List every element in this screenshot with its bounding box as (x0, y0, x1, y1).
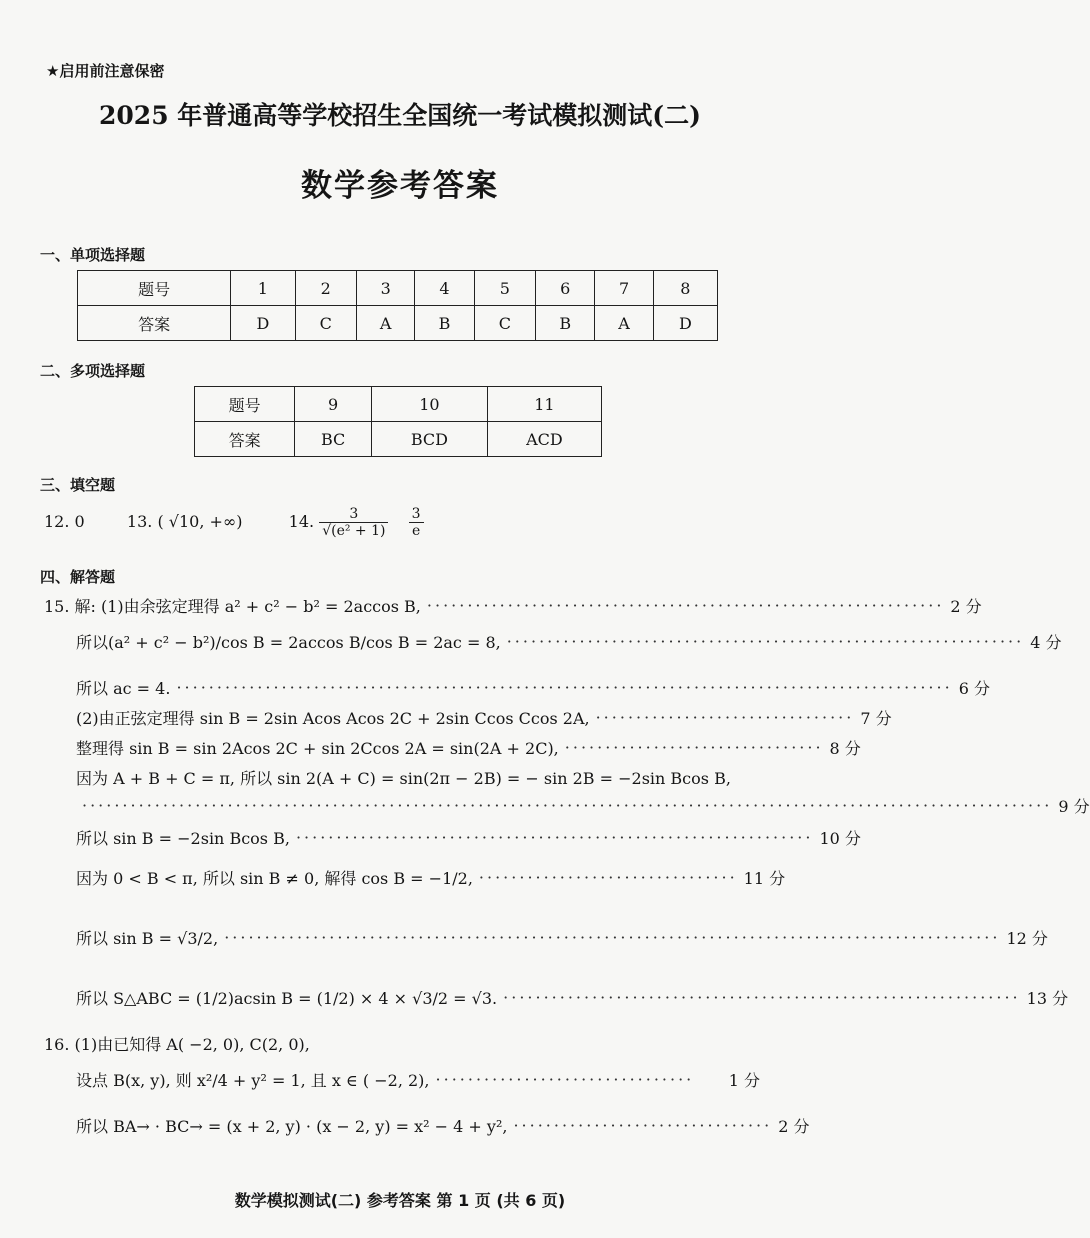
answer-q14-fraction-1: $\frac{3}{\text{√(e² + 1)}}$ (319, 506, 388, 539)
solution-line: ························································································································ 9 分 (82, 796, 1090, 816)
table-cell: 2 (295, 271, 357, 306)
table-cell: A (595, 306, 653, 341)
table-cell: 5 (474, 271, 536, 306)
answer-q13: 13. ( √10, +∞) (126, 512, 243, 531)
solution-line: 因为 A + B + C = π, 所以 sin 2(A + C) = sin(2π − 2B) = − sin 2B = −2sin Bcos B, (76, 769, 731, 788)
table-cell: 4 (415, 271, 474, 306)
score-label: 7 分 (860, 709, 892, 728)
table-cell: 9 (295, 387, 372, 422)
table-row (195, 387, 602, 422)
solution-line: 所以(a² + c² − b²)/cos B = 2accos B/cos B = 2ac = 8, ································································ 4 分 (76, 632, 1062, 652)
fill-blank-answers (44, 506, 424, 539)
section-single-choice-title: 一、单项选择题 (40, 246, 146, 264)
table-cell: BC (295, 422, 372, 457)
answer-q14-label: 14. (288, 512, 315, 531)
score-label: 12 分 (1006, 929, 1048, 948)
table-cell: 3 (357, 271, 415, 306)
table-cell: 1 (231, 271, 295, 306)
solution-line: (2)由正弦定理得 sin B = 2sin Acos Acos 2C + 2sin Ccos Ccos 2A, ································ 7 分 (76, 708, 892, 728)
answer-q12: 12. 0 (44, 512, 85, 531)
table-header-cell: 题号 (78, 271, 231, 306)
solution-line: 所以 sin B = √3/2, ································································································ 12 分 (76, 928, 1048, 948)
table-row (78, 306, 718, 341)
score-label: 9 分 (1058, 797, 1090, 816)
table-cell: D (231, 306, 295, 341)
solution-line: 整理得 sin B = sin 2Acos 2C + sin 2Ccos 2A = sin(2A + 2C), ································ 8 分 (76, 738, 861, 758)
score-label: 10 分 (819, 829, 861, 848)
solution-line: 所以 sin B = −2sin Bcos B, ································································ 10 分 (76, 828, 861, 848)
table-cell: ACD (487, 422, 601, 457)
table-cell: 11 (487, 387, 601, 422)
section-solutions-title: 四、解答题 (40, 568, 116, 586)
confidential-notice: ★启用前注意保密 (46, 62, 165, 80)
solution-line: 所以 S△ABC = (1/2)acsin B = (1/2) × 4 × √3/2 = √3. ································································ 13 分 (76, 988, 1069, 1008)
multi-choice-table (194, 386, 602, 457)
table-header-cell: 题号 (195, 387, 295, 422)
table-cell: B (536, 306, 595, 341)
solution-line: 因为 0 < B < π, 所以 sin B ≠ 0, 解得 cos B = −1/2, ································ 11 分 (76, 868, 786, 888)
table-row (195, 422, 602, 457)
exam-title: 2025 年普通高等学校招生全国统一考试模拟测试(二) (99, 101, 701, 130)
solution-line: 所以 BA→ · BC→ = (x + 2, y) · (x − 2, y) = x² − 4 + y², ································ 2 分 (76, 1116, 810, 1136)
table-cell: D (653, 306, 717, 341)
score-label: 11 分 (743, 869, 786, 888)
table-row (78, 271, 718, 306)
table-cell: C (474, 306, 536, 341)
score-label: 13 分 (1026, 989, 1069, 1008)
score-label: 6 分 (958, 679, 990, 698)
table-cell: B (415, 306, 474, 341)
table-cell: 8 (653, 271, 717, 306)
score-label: 2 分 (950, 597, 982, 616)
answer-q14-fraction-2: $\frac{3}{e}$ (409, 506, 424, 539)
table-header-cell: 答案 (78, 306, 231, 341)
table-cell: 10 (372, 387, 488, 422)
page-footer: 数学模拟测试(二) 参考答案 第 1 页 (共 6 页) (234, 1191, 566, 1210)
solution-line: 所以 ac = 4. ································································································ 6 分 (76, 678, 990, 698)
score-label: 4 分 (1030, 633, 1062, 652)
table-header-cell: 答案 (195, 422, 295, 457)
section-multi-choice-title: 二、多项选择题 (40, 362, 146, 380)
table-cell: BCD (372, 422, 488, 457)
score-label: 1 分 (728, 1071, 760, 1090)
page-title: 数学参考答案 (301, 168, 499, 204)
score-label: 2 分 (778, 1117, 810, 1136)
solution-line: 设点 B(x, y), 则 x²/4 + y² = 1, 且 x ∈ ( −2, 2), ································ 1 分 (76, 1070, 760, 1090)
single-choice-table (77, 270, 718, 341)
table-cell: 7 (595, 271, 653, 306)
table-cell: A (357, 306, 415, 341)
table-cell: C (295, 306, 357, 341)
solution-line: 15. 解: (1)由余弦定理得 a² + c² − b² = 2accos B, ································································ 2 分 (44, 596, 982, 616)
solution-line: 16. (1)由已知得 A( −2, 0), C(2, 0), (44, 1035, 310, 1054)
table-cell: 6 (536, 271, 595, 306)
section-fill-blank-title: 三、填空题 (40, 476, 116, 494)
score-label: 8 分 (829, 739, 861, 758)
